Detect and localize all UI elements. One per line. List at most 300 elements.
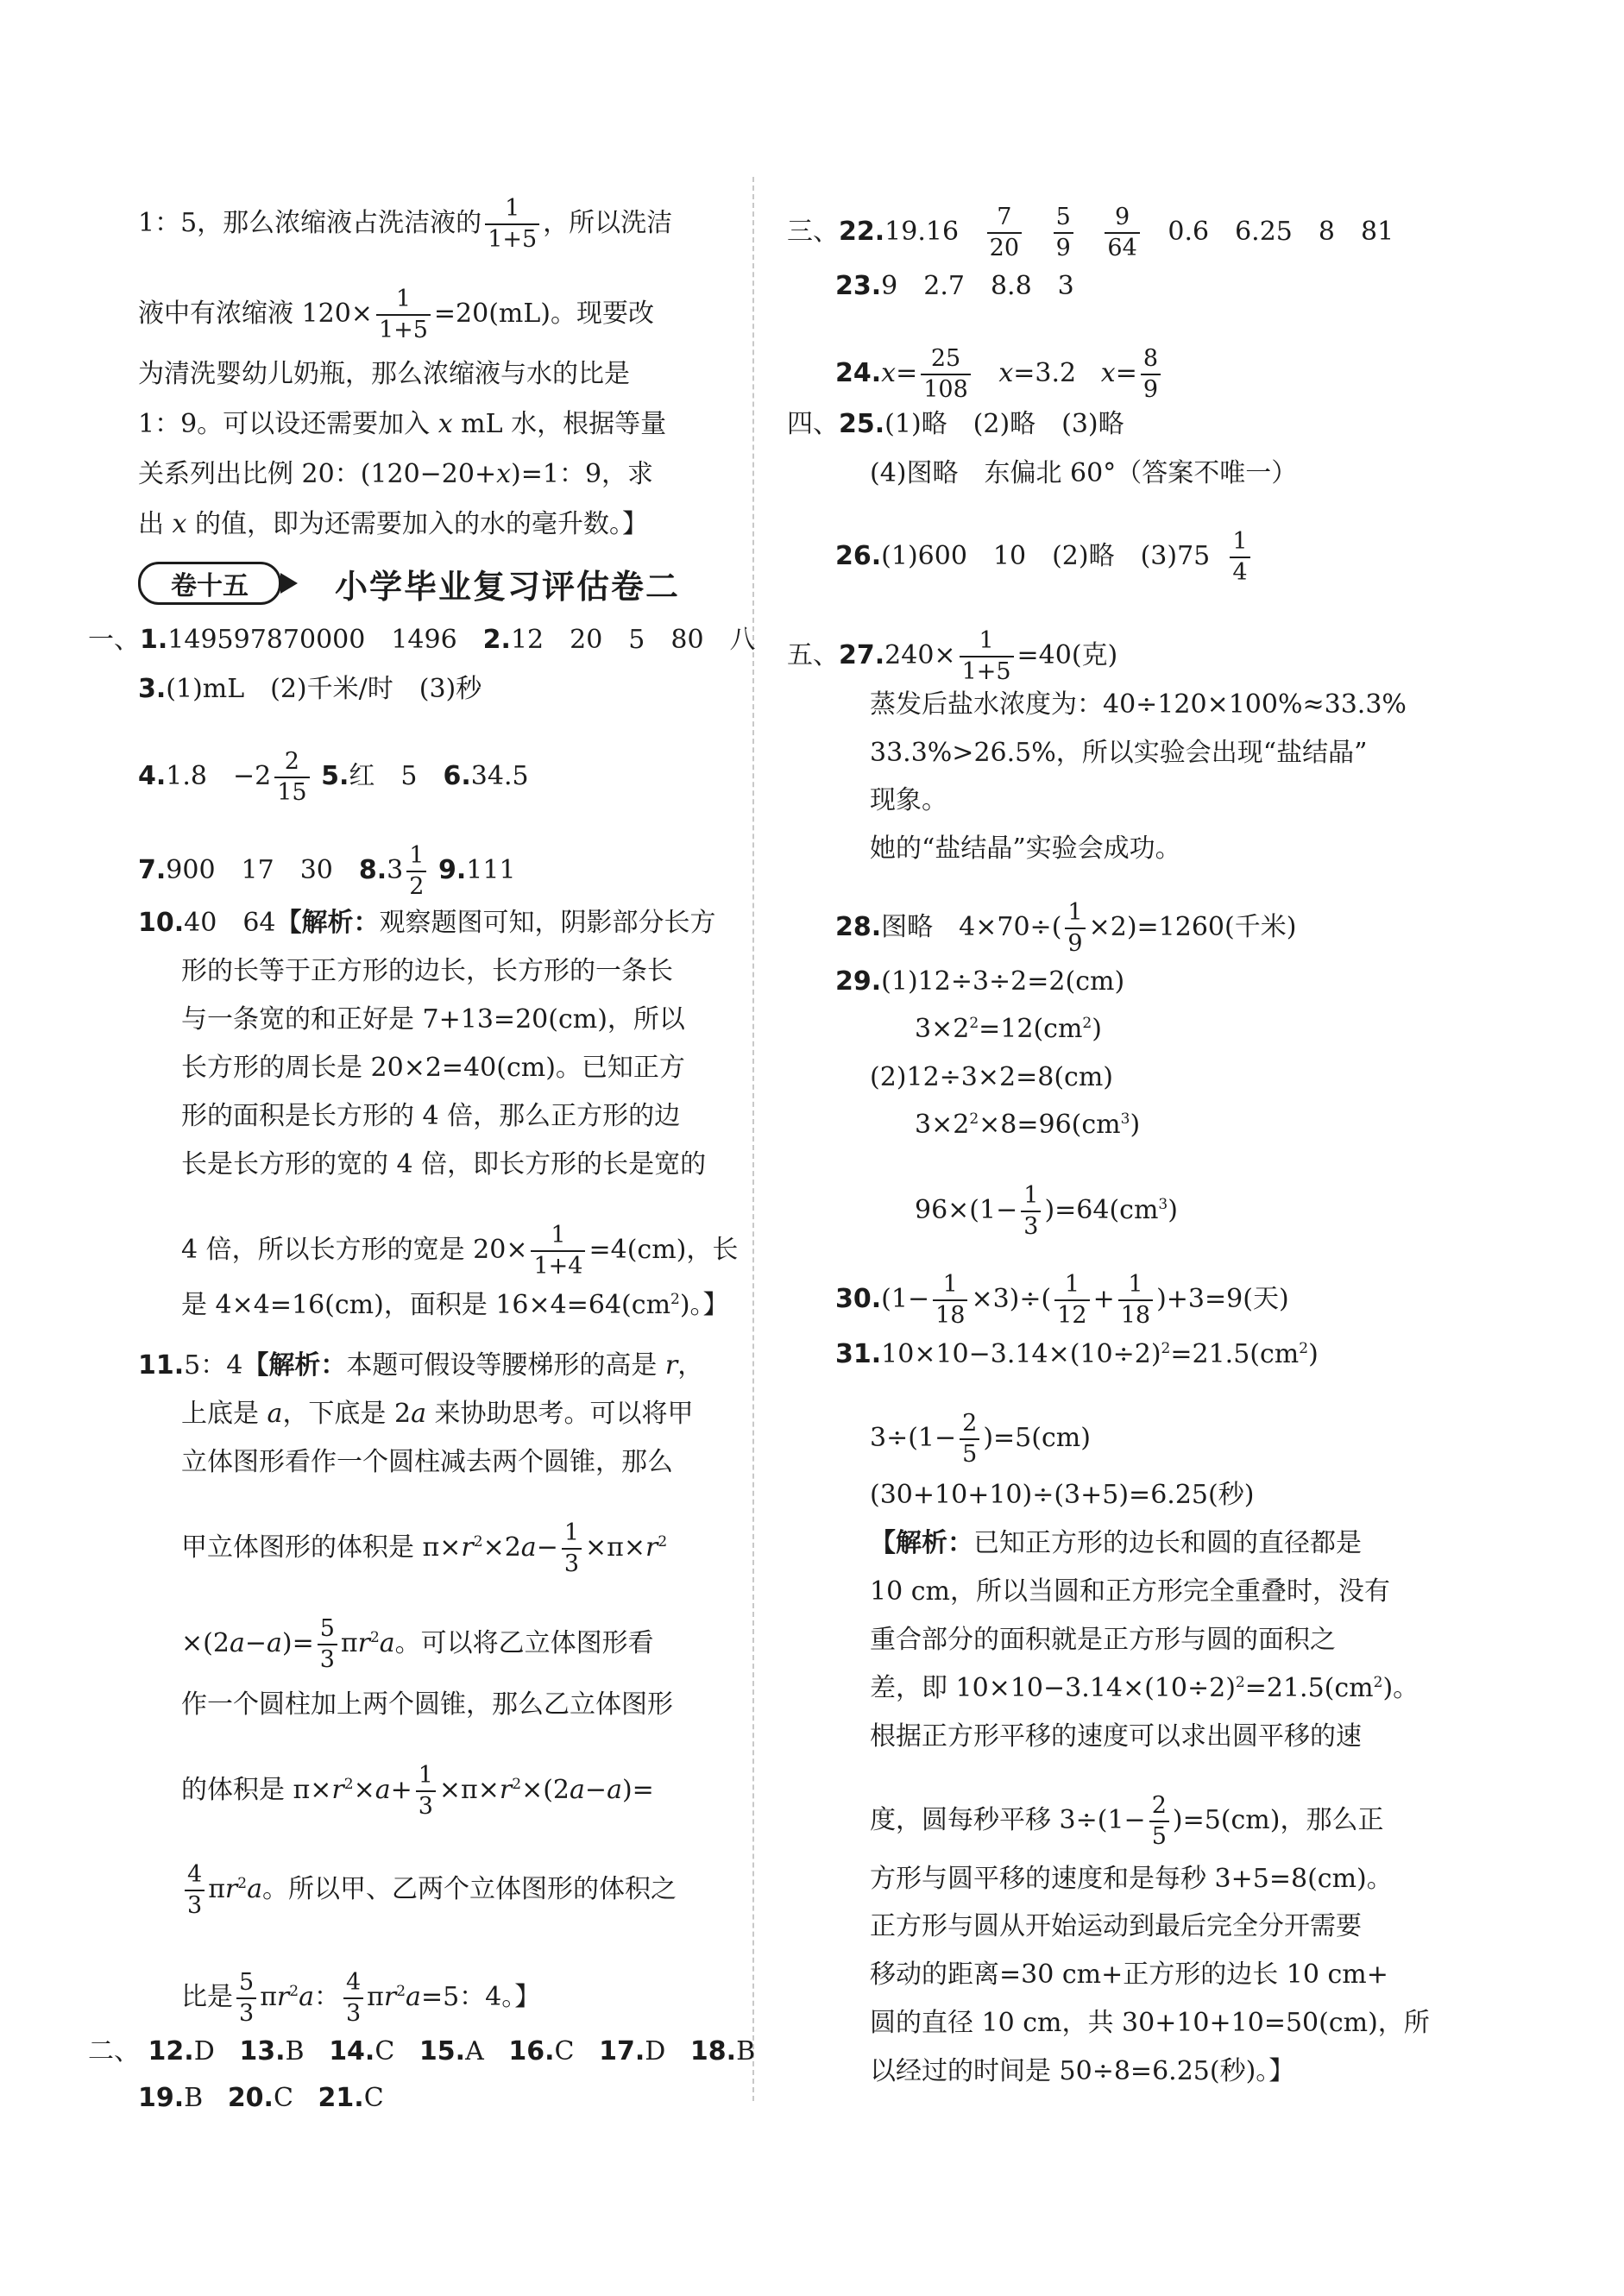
question-number: 3. [138,674,167,704]
denominator: 64 [1105,232,1139,261]
answer-27-line: 蒸发后盐水浓度为：40÷120×100%≈33.3% [870,689,1407,720]
denominator: 18 [1118,1299,1153,1329]
question-number: 14. [329,2036,375,2066]
superscript: 2 [658,1533,668,1551]
variable: r [224,1874,238,1904]
line-l1 [138,196,672,253]
denominator: 12 [1054,1299,1089,1329]
text: 上底是 [181,1399,268,1429]
mc-item [419,2036,484,2066]
fraction [185,1862,205,1919]
text: 的体积是 π× [181,1775,332,1805]
denominator: 1+4 [531,1250,585,1280]
text: 差，即 10×10−3.14×(10÷2) [870,1673,1236,1703]
text: ： [313,1982,340,2012]
variable: a [266,1628,282,1658]
answer: 149597870000 1496 [167,625,483,655]
variable: a [247,1874,262,1904]
answer: A [465,2036,484,2066]
question-number: 15. [419,2036,466,2066]
denominator: 3 [343,1997,363,2027]
variable: x [172,509,187,539]
variable: x [437,409,453,439]
text: 甲立体图形的体积是 π× [181,1532,462,1563]
fraction [531,1223,585,1280]
question-number: 9. [438,855,467,885]
question-number: 30. [835,1284,882,1314]
text: =21.5(cm [1170,1339,1300,1369]
denominator: 2 [406,871,426,900]
denominator: 1+5 [376,314,431,343]
answer-29 [835,967,1124,997]
superscript: 2 [289,1983,299,2000]
analysis-line: 长方形的周长是 20×2=40(cm)。已知正方 [181,1053,685,1083]
text: )= [281,1628,314,1658]
answer-29-line [915,1110,1140,1140]
variable: a [411,1399,426,1429]
line-l5 [138,460,653,489]
question-number: 13. [239,2036,286,2066]
question-number: 19. [138,2083,185,2113]
variable: r [645,1532,658,1563]
analysis-line [181,1616,654,1673]
answer-12-18 [88,2037,755,2066]
fraction [1054,204,1073,261]
variable: r [331,1775,344,1805]
text: π [260,1982,277,2012]
answer: B [285,2036,305,2066]
mc-item [138,2083,203,2113]
denominator: 3 [1021,1211,1041,1240]
text: ×2)=1260(千米) [1088,912,1297,942]
fraction [1141,346,1161,403]
superscript: 2 [969,1015,979,1032]
section-mark: 一、 [88,625,140,655]
question-number: 23. [835,271,882,301]
variable: r [357,1628,370,1658]
text: =5：4。】 [420,1982,541,2012]
fraction [318,1616,337,1673]
text: 关系列出比例 20：(120−20+ [138,459,497,489]
denominator: 15 [274,777,309,806]
question-number: 2. [482,625,511,655]
fraction [485,196,539,253]
answer-11 [138,1351,703,1381]
analysis-line [870,1793,1383,1850]
text: )=5(cm) [983,1423,1091,1453]
variable: r [383,1982,397,2012]
answer-29-line [915,1183,1178,1240]
question-number: 28. [835,912,882,942]
text: 3×2 [915,1110,970,1140]
text: ，下底是 2 [282,1399,412,1429]
superscript: 2 [369,1629,380,1646]
text: 图略 4×70÷( [881,912,1062,942]
text: = [1115,358,1137,388]
numerator: 2 [1151,1792,1167,1819]
answer-29-line: (2)12÷3×2=8(cm) [870,1062,1113,1092]
answer: C [273,2083,293,2113]
text: 液中有浓缩液 120× [138,299,373,329]
analysis-line: 根据正方形平移的速度可以求出圆平移的速 [870,1721,1362,1752]
answer-24 [835,346,1164,403]
answer: (1)略 (2)略 (3)略 [884,409,1124,439]
line-l4 [138,410,666,439]
question-number: 17. [599,2036,645,2066]
text: =20(mL)。现要改 [433,299,655,329]
denominator: 1+5 [960,656,1014,685]
denominator: 1+5 [485,223,539,253]
text: π [340,1628,358,1658]
answer: D [645,2036,666,2066]
answer-3 [138,675,482,704]
text: ) [1130,1110,1141,1140]
numerator: 5 [319,1615,335,1642]
numerator: 1 [942,1271,958,1298]
numerator: 4 [187,1861,203,1888]
text: ，所以洗洁 [543,208,673,238]
numerator: 5 [1055,204,1071,230]
variable: r [276,1982,290,2012]
text: 。所以甲、乙两个立体图形的体积之 [261,1874,677,1904]
line-l6 [138,510,648,539]
section-mark: 二、 [88,2036,140,2066]
superscript: 2 [969,1110,979,1128]
text: − [244,1628,267,1658]
denominator: 3 [416,1790,436,1820]
text: =3.2 [1013,358,1077,388]
text: ) [1308,1339,1319,1369]
variable: r [499,1775,513,1805]
answer: C [554,2036,575,2066]
text: × [353,1775,375,1805]
analysis-line: 立体图形看作一个圆柱减去两个圆锥，那么 [181,1447,673,1477]
text: =21.5(cm [1244,1673,1374,1703]
analysis-line [181,1223,738,1280]
text: ) [1092,1014,1102,1044]
variable: a [299,1982,314,2012]
text: 96×(1− [915,1195,1018,1225]
text: 3×2 [915,1014,970,1044]
mc-item [329,2036,394,2066]
variable: a [375,1775,391,1805]
answer: 1.8 −2 [166,761,272,791]
text: 4 倍，所以长方形的宽是 20× [181,1235,528,1265]
mc-item [228,2083,293,2113]
answer-27 [787,628,1117,685]
analysis-text: 已知正方形的边长和圆的直径都是 [973,1528,1362,1558]
analysis-line [870,1674,1419,1703]
analysis-line: 作一个圆柱加上两个圆锥，那么乙立体图形 [181,1689,673,1720]
numerator: 7 [997,204,1012,230]
answer-31-line [870,1411,1091,1468]
text: 比是 [181,1982,233,2012]
fraction [1021,1183,1041,1240]
variable: x [496,459,512,489]
question-number: 4. [138,761,167,791]
numerator: 1 [1067,899,1083,926]
analysis-line: 方形与圆平移的速度和是每秒 3+5=8(cm)。 [870,1864,1393,1894]
variable: x [998,358,1014,388]
text: )。】 [679,1290,729,1320]
variable: r [461,1532,474,1563]
fraction [1054,1272,1089,1329]
answer: 12 20 5 80 八 [510,625,756,655]
question-number: 31. [835,1339,882,1369]
text: 度，圆每秒平移 3÷(1− [870,1805,1146,1835]
numerator: 1 [418,1762,433,1789]
superscript: 2 [237,1875,248,1892]
numerator: 2 [284,748,299,775]
line-l3: 为清洗婴幼儿奶瓶，那么浓缩液与水的比是 [138,359,630,389]
answer: (1)600 10 (2)略 (3)75 [881,541,1211,571]
text: 出 [138,509,173,539]
text: π [208,1874,225,1904]
mc-item [599,2036,665,2066]
numerator: 8 [1142,345,1159,372]
superscript: 3 [1158,1196,1168,1213]
variable: a [520,1532,537,1563]
fraction [416,1763,436,1820]
answer-7-9 [138,843,516,900]
denominator: 5 [960,1438,979,1468]
denominator: 20 [987,232,1022,261]
analysis-line: 形的面积是长方形的 4 倍，那么正方形的边 [181,1101,681,1131]
text: ×2 [482,1532,521,1563]
denominator: 18 [933,1299,967,1329]
answer: 40 64 [184,908,276,938]
fraction [562,1520,582,1577]
text: 来协助思考。可以将甲 [425,1399,694,1429]
text: 。可以将乙立体图形看 [394,1628,654,1658]
question-number: 7. [138,855,167,885]
text: − [584,1775,607,1805]
answer-19-21 [138,2084,384,2113]
fraction [274,749,309,806]
text: 1：9。可以设还需要加入 [138,409,438,439]
superscript: 2 [1082,1015,1092,1032]
denominator: 3 [318,1644,337,1673]
answer-27-line: 33.3%>26.5%，所以实验会出现“盐结晶” [870,738,1368,768]
analysis-line: 与一条宽的和正好是 7+13=20(cm)，所以 [181,1004,685,1035]
analysis-line [181,1520,667,1577]
answer: 19.16 [884,217,960,247]
numerator: 25 [930,345,961,372]
text: + [390,1775,412,1805]
question-number: 8. [358,855,387,885]
answer-10 [138,909,716,938]
answer-30 [835,1272,1289,1329]
text: )=64(cm [1044,1195,1159,1225]
text: )+3=9(天) [1156,1284,1289,1314]
answer-29-line [915,1015,1102,1044]
section-mark: 五、 [787,640,839,670]
numerator: 9 [1115,204,1130,230]
text: 的值，即为还需要加入的水的毫升数。】 [186,509,649,539]
question-number: 24. [835,358,882,388]
analysis-text: 本题可假设等腰梯形的高是 [346,1350,665,1381]
fraction [1105,204,1139,261]
superscript: 2 [1299,1340,1309,1357]
text: − [536,1532,558,1563]
numerator: 2 [962,1410,978,1437]
analysis-line: 重合部分的面积就是正方形与圆的面积之 [870,1625,1336,1655]
numerator: 1 [505,195,520,222]
analysis-line: 10 cm，所以当圆和正方形完全重叠时，没有 [870,1576,1390,1607]
answer: 红 5 [349,761,444,791]
answer-1-2 [88,626,756,655]
text: )=1：9，求 [511,459,654,489]
variable: x [881,358,897,388]
text: ×(2 [181,1628,230,1658]
variable: a [379,1628,395,1658]
text: )= [621,1775,654,1805]
answer: 5：4 [184,1350,243,1381]
analysis-label: 【解析： [275,908,380,938]
text: ×π× [438,1775,500,1805]
analysis-line [181,1763,654,1820]
analysis-line [181,1862,677,1919]
answer: 900 17 30 [166,855,359,885]
question-number: 20. [227,2083,274,2113]
question-number: 10. [138,908,185,938]
fraction [343,1970,363,2027]
fraction [1118,1272,1153,1329]
superscript: 3 [1120,1110,1130,1128]
question-number: 26. [835,541,882,571]
superscript: 2 [473,1533,483,1551]
answer-31 [835,1340,1319,1369]
fraction [406,843,426,900]
variable: a [229,1628,245,1658]
question-number: 12. [148,2036,194,2066]
answer: B [184,2083,204,2113]
section-mark: 四、 [787,409,839,439]
text: 240× [884,640,956,670]
superscript: 2 [1235,1674,1245,1691]
variable: r [664,1350,678,1381]
question-number: 22. [839,217,885,247]
denominator: 9 [1065,928,1085,957]
numerator: 1 [395,286,412,312]
denominator: 5 [1149,1821,1169,1850]
fraction [933,1272,967,1329]
question-number: 21. [318,2083,364,2113]
text: (1− [881,1284,930,1314]
answer-27-line: 她的“盐结晶”实验会成功。 [870,833,1181,864]
text: ， [677,1350,704,1381]
text: )=5(cm)，那么正 [1172,1805,1384,1835]
text: ×π× [585,1532,646,1563]
superscript: 2 [670,1291,680,1308]
answer-22 [787,204,1394,261]
text: =40(克) [1017,640,1118,670]
question-number: 1. [140,625,168,655]
answer: (1)mL (2)千米/时 (3)秒 [166,674,482,704]
text: π [367,1982,384,2012]
exam-title: 小学毕业复习评估卷二 [335,567,681,606]
denominator: 108 [921,374,971,403]
question-number: 25. [839,409,885,439]
analysis-line [181,1400,694,1429]
answer-23 [835,272,1074,301]
numerator: 4 [345,1969,362,1996]
numerator: 1 [1064,1271,1080,1298]
fraction [1065,900,1085,957]
answer: 3 [387,855,404,885]
superscript: 2 [1161,1340,1171,1357]
answer: B [736,2036,756,2066]
numerator: 1 [1128,1271,1143,1298]
variable: x [1100,358,1116,388]
mc-item [318,2083,384,2113]
text: ×3)÷( [971,1284,1052,1314]
analysis-line [181,1970,540,2027]
question-number: 29. [835,966,882,997]
text: (1)12÷3÷2=2(cm) [881,966,1125,997]
denominator: 9 [1054,232,1073,261]
variable: a [607,1775,622,1805]
analysis-line: 形的长等于正方形的边长，长方形的一条长 [181,956,673,986]
line-l2 [138,286,654,343]
analysis-line: 以经过的时间是 50÷8=6.25(秒)。】 [870,2056,1295,2086]
answer: C [363,2083,384,2113]
fraction [921,346,971,403]
answer-27-line: 现象。 [870,785,947,815]
numerator: 1 [1023,1182,1039,1209]
question-number: 27. [839,640,885,670]
question-number: 11. [138,1350,185,1381]
variable: a [406,1982,421,2012]
text: 是 4×4=16(cm)，面积是 16×4=64(cm [181,1290,671,1320]
answer-31-line: (30+10+10)÷(3+5)=6.25(秒) [870,1480,1255,1510]
numerator: 1 [409,842,425,869]
answer-26 [835,529,1254,586]
text: 3÷(1− [870,1423,957,1453]
answer: D [193,2036,215,2066]
denominator: 3 [562,1548,582,1577]
answer: 9 2.7 8.8 3 [881,271,1074,301]
fraction [1149,1793,1169,1850]
column-divider [752,177,754,2101]
text: + [1092,1284,1115,1314]
answer: 111 [466,855,516,885]
analysis-text: 观察题图可知，阴影部分长方 [379,908,716,938]
analysis-label: 【解析： [242,1350,347,1381]
text: )。 [1382,1673,1419,1703]
fraction [987,204,1022,261]
mc-item [239,2036,304,2066]
numerator: 1 [563,1519,580,1546]
analysis-line: 正方形与圆从开始运动到最后完全分开需要 [870,1911,1362,1941]
text: ×8=96(cm [979,1110,1121,1140]
question-number: 18. [689,2036,737,2066]
answer-4-6 [138,749,529,806]
answer: C [375,2036,395,2066]
denominator: 4 [1230,557,1249,586]
fraction [236,1970,256,2027]
numerator: 1 [1232,528,1248,555]
answer: 0.6 6.25 8 81 [1168,217,1394,247]
fraction [960,628,1014,685]
exam-number-badge: 卷十五 [138,562,281,605]
fraction [1230,529,1249,586]
text: 10×10−3.14×(10÷2) [881,1339,1161,1369]
numerator: 5 [239,1969,255,1996]
fraction [960,1411,979,1468]
analysis-line: 长是长方形的宽的 4 倍，即长方形的长是宽的 [181,1149,707,1179]
answer-25 [787,410,1124,439]
